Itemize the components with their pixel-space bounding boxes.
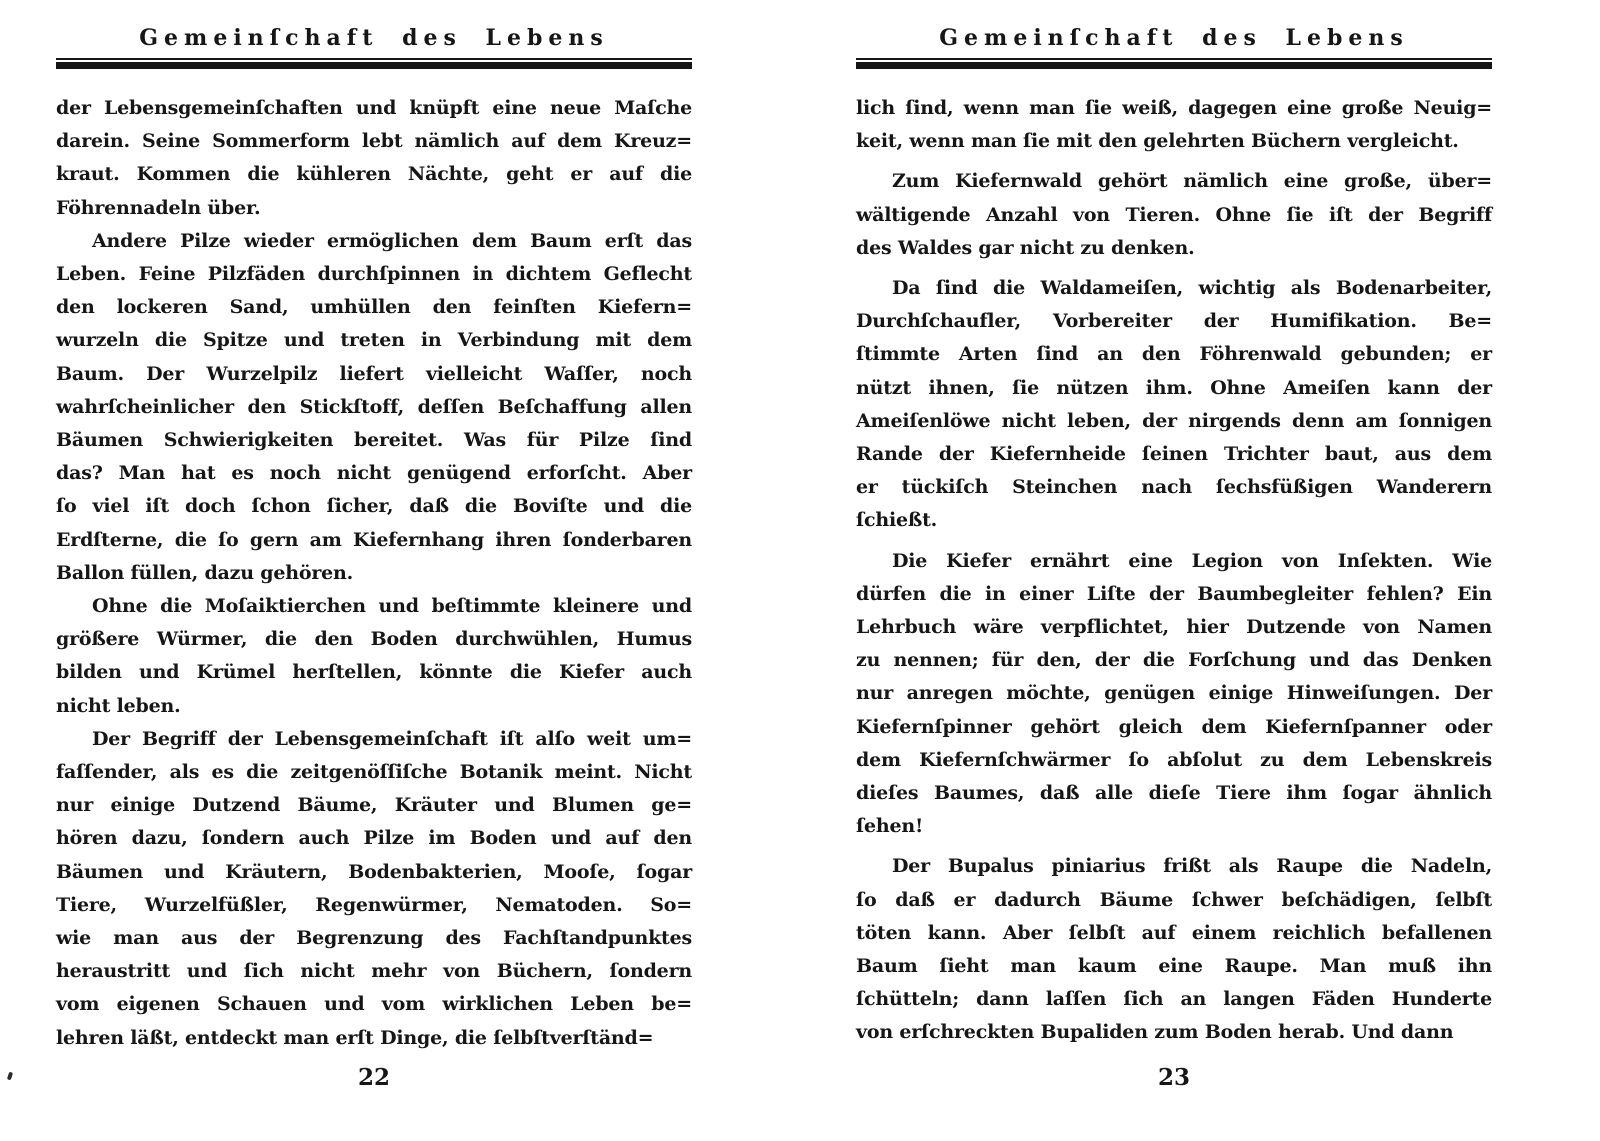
text-line: nicht leben. bbox=[56, 694, 181, 717]
header-rule-thick bbox=[56, 62, 692, 69]
paragraph bbox=[856, 92, 1492, 158]
header-rule bbox=[856, 58, 1492, 69]
text-line: Kiefernſpinner gehört gleich dem Kiefernſpanner oder bbox=[856, 715, 1492, 738]
text-line: wältigende Anzahl von Tieren. Ohne ſie iſt der Begriff bbox=[856, 203, 1492, 226]
text-line: hören dazu, ſondern auch Pilze im Boden und auf den bbox=[56, 827, 692, 850]
paragraph bbox=[856, 850, 1492, 1049]
page-body bbox=[856, 92, 1492, 1050]
text-line: den lockeren Sand, umhüllen den feinſten Kiefern= bbox=[56, 296, 692, 319]
text-line: ſchütteln; dann laſſen ſich an langen Fäden Hunderte bbox=[856, 988, 1492, 1011]
text-line: Die Kiefer ernährt eine Legion von Inſekten. Wie bbox=[892, 549, 1492, 572]
scan-speck bbox=[7, 1072, 13, 1081]
text-line: Bäumen Schwierigkeiten bereitet. Was für Pilze ſind bbox=[56, 429, 692, 452]
text-line: dürfen die in einer Liſte der Baumbegleiter fehlen? Ein bbox=[856, 582, 1492, 605]
text-line: vom eigenen Schauen und vom wirklichen Leben be= bbox=[56, 993, 692, 1016]
text-line: ſtimmte Arten ſind an den Föhrenwald gebunden; er bbox=[856, 343, 1492, 366]
text-line: wie man aus der Begrenzung des Fachſtandpunktes bbox=[56, 927, 692, 950]
text-line: er tückiſch Steinchen nach ſechsfüßigen Wanderern bbox=[856, 476, 1492, 499]
text-line: Zum Kiefernwald gehört nämlich eine große, über= bbox=[892, 170, 1492, 193]
text-line: zu nennen; für den, der die Forſchung und das Denken bbox=[856, 649, 1492, 672]
header-rule-thick bbox=[856, 62, 1492, 69]
text-line: nur einige Dutzend Bäume, Kräuter und Blumen ge= bbox=[56, 794, 692, 817]
text-line: bilden und Krümel herſtellen, könnte die Kiefer auch bbox=[56, 661, 692, 684]
text-line: größere Würmer, die den Boden durchwühlen, Humus bbox=[56, 628, 692, 651]
paragraph bbox=[56, 590, 692, 723]
header-rule bbox=[56, 58, 692, 69]
text-line: dem Kiefernſchwärmer ſo abſolut zu dem Lebenskreis bbox=[856, 748, 1492, 771]
text-line: Lehrbuch wäre verpflichtet, hier Dutzende von Namen bbox=[856, 616, 1492, 639]
text-line: ſehen! bbox=[856, 815, 924, 838]
paragraph bbox=[56, 225, 692, 590]
header-rule-thin bbox=[56, 58, 692, 60]
text-line: keit, wenn man ſie mit den gelehrten Büchern vergleicht. bbox=[856, 130, 1459, 153]
text-line: Rande der Kiefernheide ſeinen Trichter baut, aus dem bbox=[856, 443, 1492, 466]
text-line: nützt ihnen, ſie nützen ihm. Ohne Ameiſen kann der bbox=[856, 376, 1492, 399]
text-line: Bäumen und Kräutern, Bodenbakterien, Mooſe, ſogar bbox=[56, 860, 692, 883]
paragraph bbox=[856, 545, 1492, 844]
text-line: von erſchreckten Bupaliden zum Boden herab. Und dann bbox=[856, 1021, 1454, 1044]
running-head: Gemeinſchaft des Lebens bbox=[139, 25, 609, 51]
text-line: der Lebensgemeinſchaften und knüpft eine neue Maſche bbox=[56, 97, 692, 119]
text-line: Ballon füllen, dazu gehören. bbox=[56, 561, 354, 584]
page-right bbox=[856, 0, 1492, 1141]
text-line: Baum. Der Wurzelpilz liefert vielleicht Waſſer, noch bbox=[56, 362, 692, 385]
text-line: nur anregen möchte, genügen einige Hinweiſungen. Der bbox=[856, 682, 1492, 705]
text-line: Der Begriff der Lebensgemeinſchaft iſt alſo weit um= bbox=[92, 727, 692, 750]
paragraph bbox=[856, 272, 1492, 538]
text-line: dieſes Baumes, daß alle dieſe Tiere ihm ſogar ähnlich bbox=[856, 782, 1492, 805]
text-line: des Waldes gar nicht zu denken. bbox=[856, 236, 1195, 259]
text-line: Da ſind die Waldameiſen, wichtig als Bodenarbeiter, bbox=[892, 277, 1492, 300]
text-line: ſo viel iſt doch ſchon ſicher, daß die Boviſte und die bbox=[56, 495, 692, 518]
paragraph bbox=[56, 92, 692, 225]
paragraph bbox=[856, 165, 1492, 265]
page-number: 22 bbox=[357, 1064, 390, 1091]
header-rule-thin bbox=[856, 58, 1492, 60]
page-number: 23 bbox=[1157, 1064, 1190, 1091]
text-line: Föhrennadeln über. bbox=[56, 196, 261, 219]
text-line: lich ſind, wenn man ſie weiß, dagegen eine große Neuig= bbox=[856, 97, 1492, 119]
text-line: Ohne die Moſaiktierchen und beſtimmte kleinere und bbox=[92, 595, 692, 618]
text-line: faſſender, als es die zeitgenöſſiſche Botanik meint. Nicht bbox=[56, 761, 692, 784]
text-line: Leben. Feine Pilzfäden durchſpinnen in dichtem Geflecht bbox=[56, 263, 692, 286]
text-line: töten kann. Aber ſelbſt auf einem reichlich befallenen bbox=[856, 921, 1492, 944]
text-line: wahrſcheinlicher den Stickſtoff, deſſen Beſchaffung allen bbox=[56, 395, 692, 418]
text-line: darein. Seine Sommerform lebt nämlich auf dem Kreuz= bbox=[56, 130, 692, 153]
text-line: kraut. Kommen die kühleren Nächte, geht er auf die bbox=[56, 163, 692, 186]
paragraph bbox=[56, 723, 692, 1055]
text-line: Erdſterne, die ſo gern am Kiefernhang ihren ſonderbaren bbox=[56, 528, 692, 551]
text-line: Baum ſieht man kaum eine Raupe. Man muß ihn bbox=[856, 955, 1492, 978]
page-body bbox=[56, 92, 692, 1055]
text-line: Tiere, Wurzelfüßler, Regenwürmer, Nematoden. So= bbox=[56, 893, 692, 916]
page-left bbox=[56, 0, 692, 1141]
text-line: lehren läßt, entdeckt man erſt Dinge, die ſelbſtverſtänd= bbox=[56, 1026, 654, 1049]
text-line: ſchießt. bbox=[856, 509, 938, 532]
text-line: Andere Pilze wieder ermöglichen dem Baum erſt das bbox=[92, 229, 692, 252]
text-line: heraustritt und ſich nicht mehr von Büchern, ſondern bbox=[56, 960, 692, 983]
text-line: Der Bupalus piniarius frißt als Raupe die Nadeln, bbox=[892, 855, 1492, 878]
running-head: Gemeinſchaft des Lebens bbox=[939, 25, 1409, 51]
text-line: Durchſchaufler, Vorbereiter der Humifikation. Be= bbox=[856, 310, 1492, 333]
text-line: das? Man hat es noch nicht genügend erforſcht. Aber bbox=[56, 462, 692, 485]
text-line: wurzeln die Spitze und treten in Verbindung mit dem bbox=[56, 329, 692, 352]
text-line: ſo daß er dadurch Bäume ſchwer beſchädigen, ſelbſt bbox=[856, 888, 1492, 911]
text-line: Ameiſenlöwe nicht leben, der nirgends denn am ſonnigen bbox=[856, 409, 1492, 432]
